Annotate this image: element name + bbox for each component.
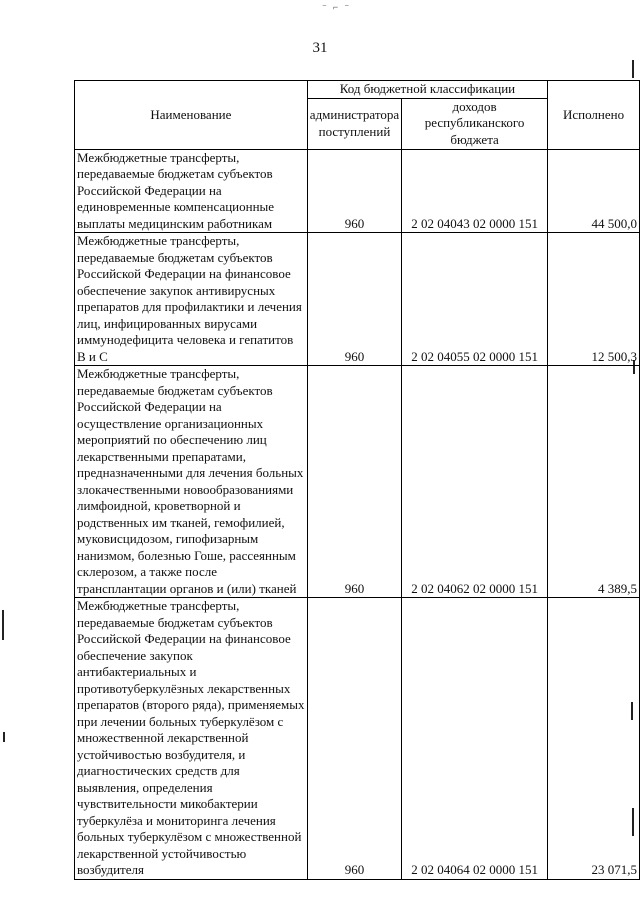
budget-table [74,80,640,880]
row-admin-code-cell: 960 [307,598,401,880]
row-income-code-cell: 2 02 04064 02 0000 151 [402,598,548,880]
table-row [75,598,640,880]
row-admin-code-cell: 960 [307,366,401,598]
row-income-code-cell: 2 02 04062 02 0000 151 [402,366,548,598]
row-admin-code-cell: 960 [307,233,401,366]
scan-edge-mark [632,60,634,78]
row-name-cell: Межбюджетные трансферты, передаваемые бюджетам субъектов Российской Федерации на финансовое обеспечение закупок антибактериальных и противотуберкулёзных лекарственных препаратов (второго ряда), применяемых при лечении больных туберкулёзом с множественной лекарственной устойчивостью возбудителя, и диагностических средств для выявления, определения чувствительности микобактерии туберкулёза и мониторинга лечения больных туберкулёзом с множественной лекарственной устойчивостью возбудителя [75,598,308,880]
row-income-code-cell: 2 02 04055 02 0000 151 [402,233,548,366]
page-number: 31 [312,40,328,56]
scan-edge-mark [3,732,5,742]
table-row [75,149,640,233]
row-amount-cell: 44 500,0 [548,149,640,233]
row-name-cell: Межбюджетные трансферты, передаваемые бюджетам субъектов Российской Федерации на финансовое обеспечение закупок антивирусных препаратов для профилактики и лечения лиц, инфицированных вирусами иммунодефицита человека и гепатитов В и С [75,233,308,366]
header-code-group: Код бюджетной классификации [307,81,547,99]
header-income: доходов республиканского бюджета [402,98,548,149]
row-name-cell: Межбюджетные трансферты, передаваемые бюджетам субъектов Российской Федерации на единовременные компенсационные выплаты медицинским работникам [75,149,308,233]
row-amount-cell: 4 389,5 [548,366,640,598]
row-name-cell: Межбюджетные трансферты, передаваемые бюджетам субъектов Российской Федерации на осуществление организационных мероприятий по обеспечению лиц лекарственными препаратами, предназначенными для лечения больных злокачественными новообразованиями лимфоидной, кроветворной и родственных им тканей, гемофилией, муковисцидозом, гипофизарным нанизмом, болезнью Гоше, рассеянным склерозом, а также после трансплантации органов и (или) тканей [75,366,308,598]
scan-edge-mark [2,610,4,640]
row-amount-cell: 23 071,5 [548,598,640,880]
header-name: Наименование [75,81,308,150]
row-income-code-cell: 2 02 04043 02 0000 151 [402,149,548,233]
row-amount-cell: 12 500,3 [548,233,640,366]
table-row [75,233,640,366]
row-admin-code-cell: 960 [307,149,401,233]
table-row [75,366,640,598]
header-admin: администратора поступлений [307,98,401,149]
header-executed: Исполнено [548,81,640,150]
scan-mark: ⁻ ⌐ ⁻ [322,2,352,12]
